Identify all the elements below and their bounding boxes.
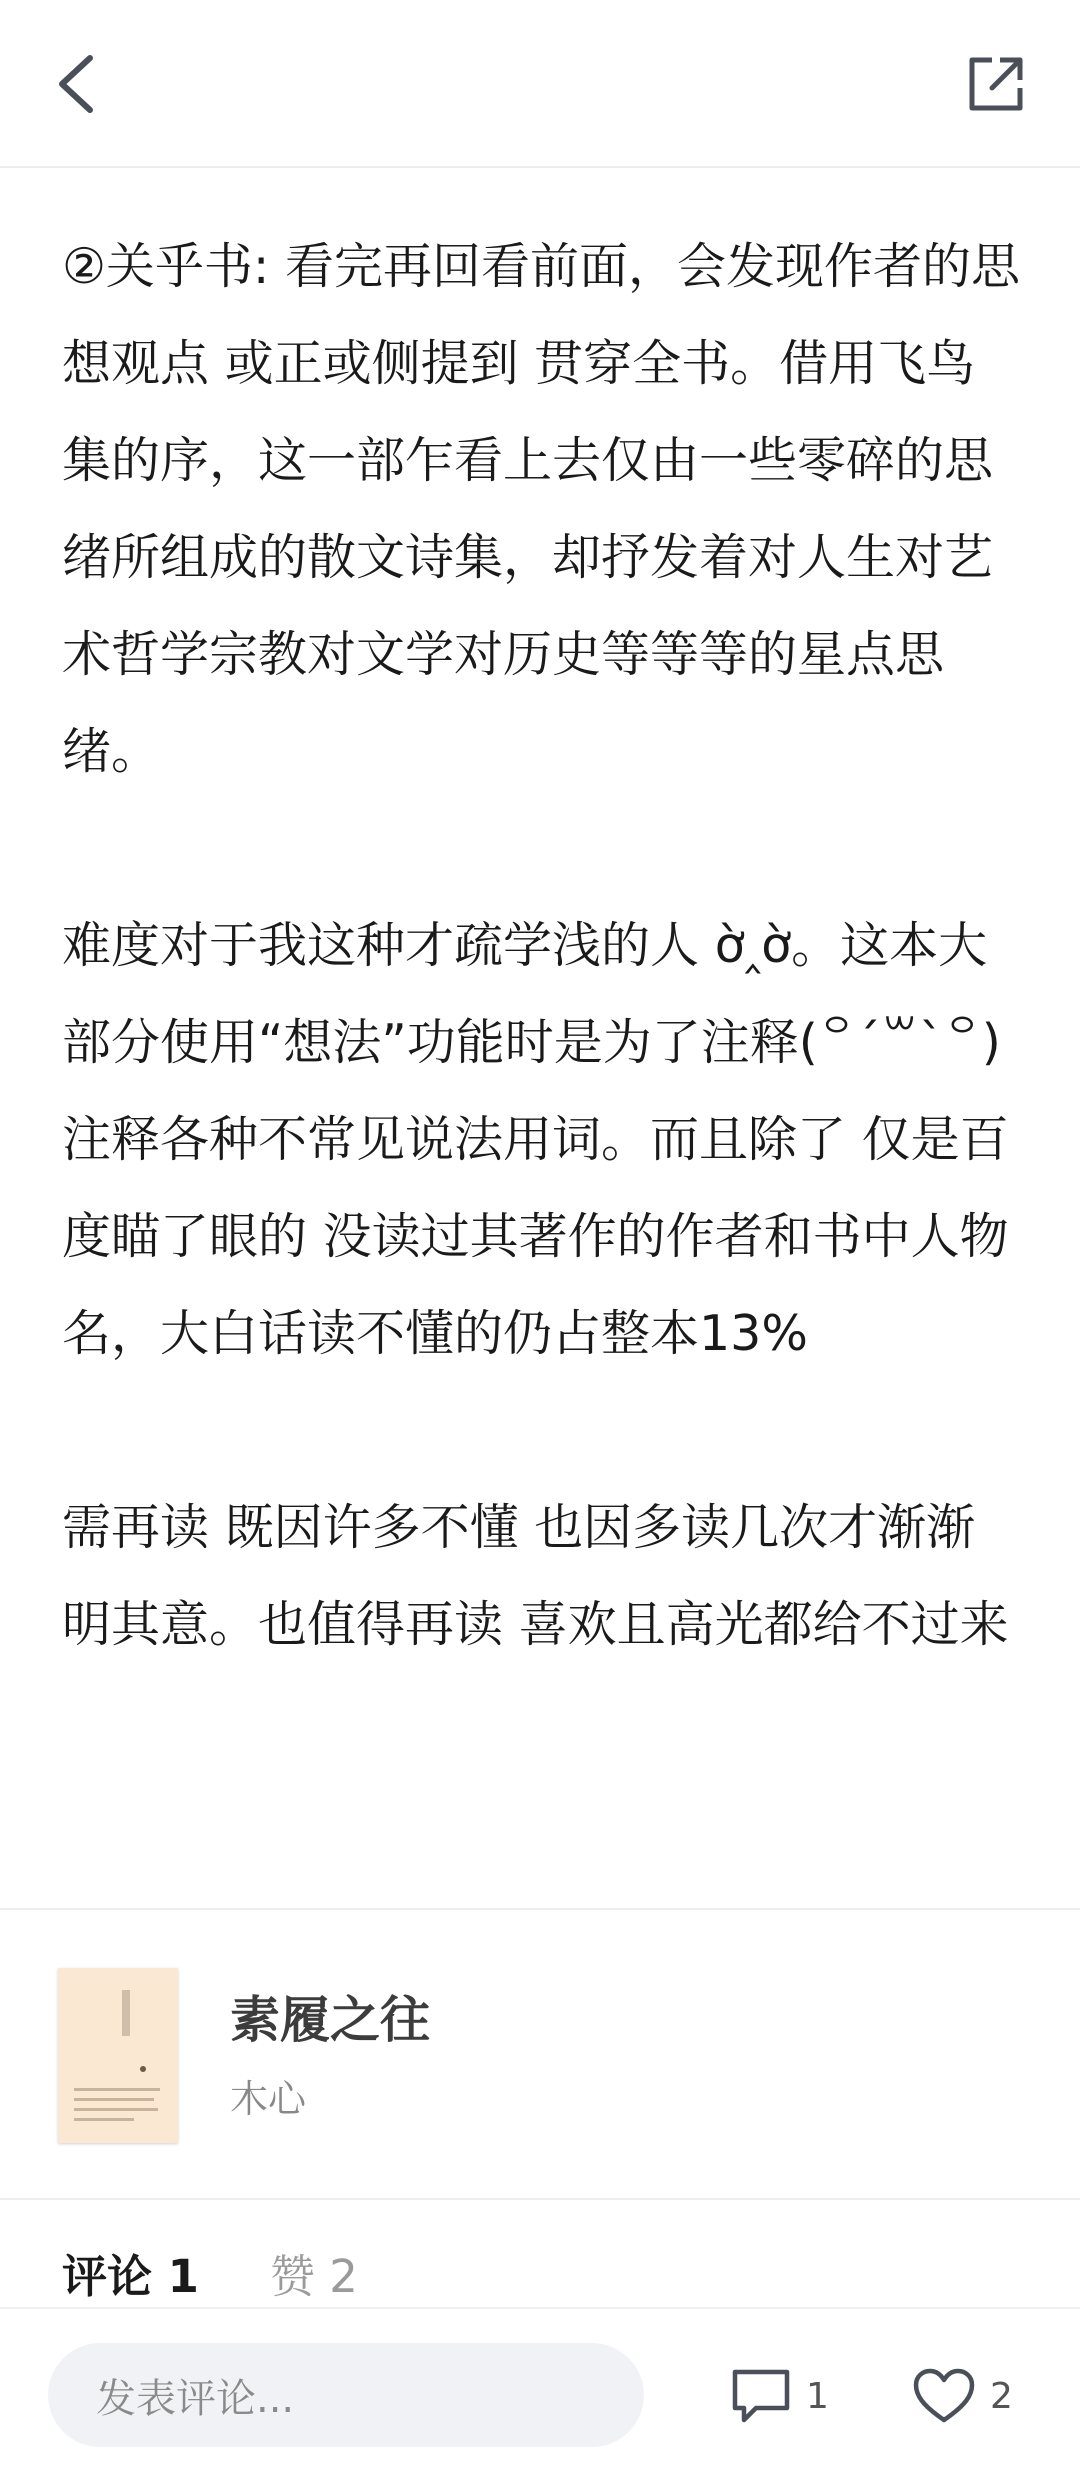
post-paragraph: 难度对于我这种才疏学浅的人 ờ‸ờ。这本大部分使用“想法”功能时是为了注释(꒪ˊ꒳ˋ꒪)注释各种不常见说法用词。而且除了 仅是百度瞄了眼的 没读过其著作的作者和书中人物名，大白话读不懂的仍占整本13% [62, 917, 1009, 1362]
like-button[interactable] [912, 2351, 1013, 2441]
cover-text-line [74, 2108, 158, 2111]
comment-count: 1 [806, 2375, 829, 2417]
external-share-icon [966, 54, 1026, 114]
tab-comments[interactable]: 评论 1 [62, 2250, 199, 2303]
share-button[interactable] [960, 48, 1032, 120]
tab-likes[interactable]: 赞 2 [270, 2250, 358, 2303]
comment-like-tabs [0, 2200, 1080, 2310]
comment-button[interactable] [730, 2351, 829, 2441]
comment-input[interactable]: 发表评论... [48, 2343, 644, 2447]
cover-title-mark [122, 1990, 130, 2036]
book-title[interactable]: 素履之往 [230, 1990, 430, 2049]
cover-text-line [74, 2118, 134, 2121]
book-cover [58, 1968, 178, 2143]
like-count: 2 [990, 2375, 1013, 2417]
post-content [62, 218, 1022, 1673]
bottom-action-bar [0, 2307, 1080, 2479]
post-paragraph: 需再读 既因许多不懂 也因多读几次才渐渐明其意。也值得再读 喜欢且高光都给不过来 [62, 1499, 1009, 1653]
heart-icon [912, 2367, 976, 2425]
cover-dot [140, 2066, 146, 2072]
back-button[interactable] [40, 48, 112, 120]
book-author: 木心 [230, 2077, 307, 2121]
top-bar [0, 0, 1080, 168]
cover-text-line [74, 2088, 160, 2091]
comment-icon [730, 2367, 792, 2425]
book-card[interactable] [0, 1910, 1080, 2200]
chevron-left-icon [54, 52, 98, 116]
cover-text-line [74, 2098, 154, 2101]
post-paragraph: ②关乎书: 看完再回看前面，会发现作者的思想观点 或正或侧提到 贯穿全书。借用飞鸟集的序，这一部乍看上去仅由一些零碎的思绪所组成的散文诗集，却抒发着对人生对艺术哲学宗教对文学对历史等等等的星点思绪。 [62, 238, 1021, 780]
